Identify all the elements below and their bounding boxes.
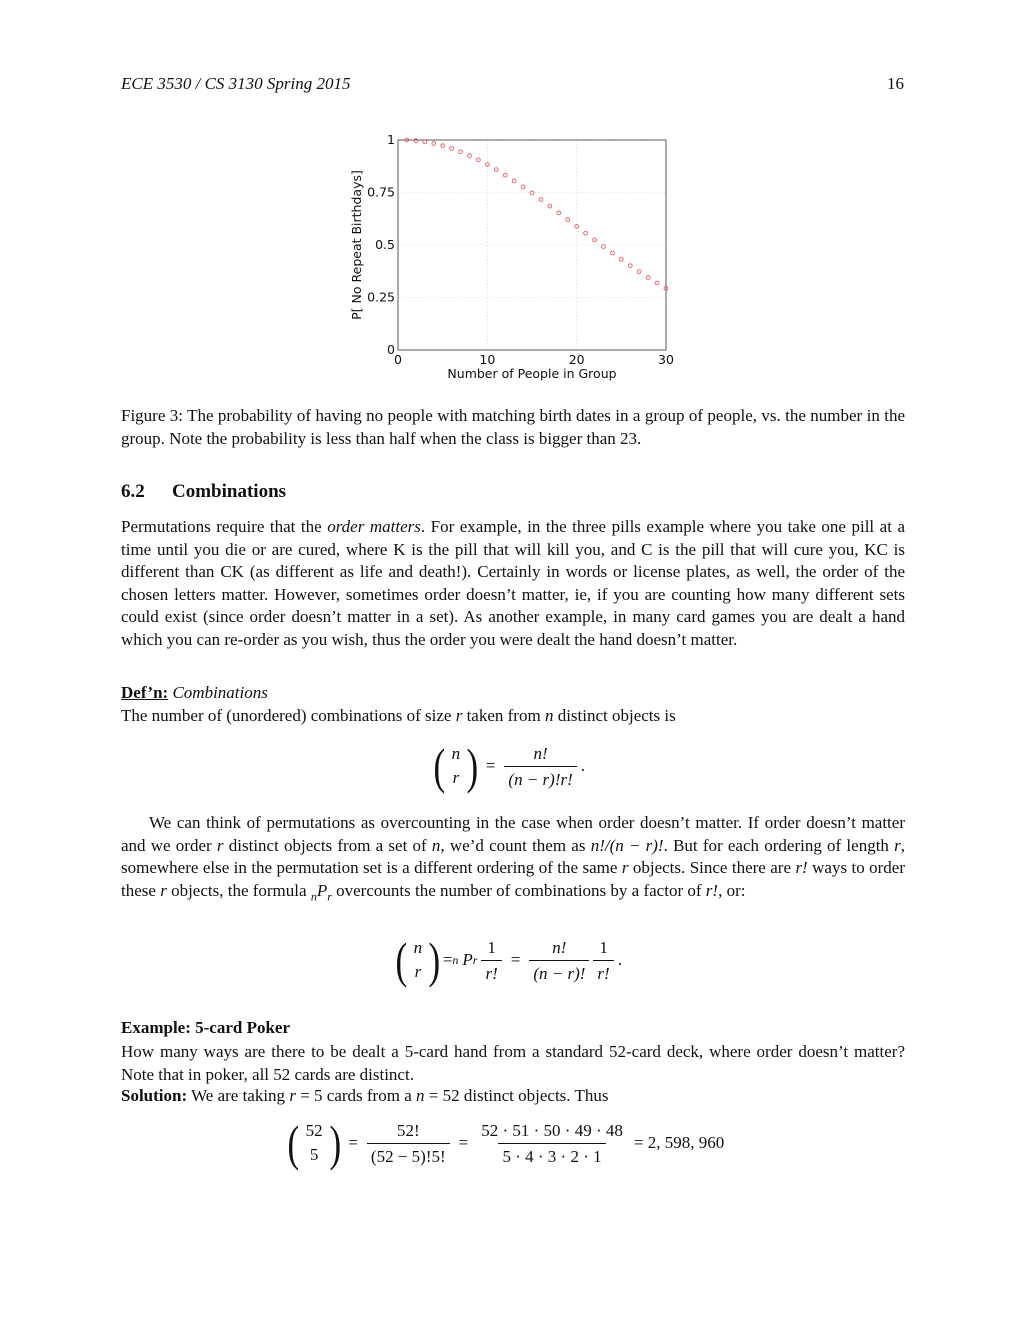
binom-top: n bbox=[413, 938, 423, 957]
para2-v3: n!/(n − r)! bbox=[590, 835, 664, 855]
denominator: r! bbox=[481, 960, 501, 984]
caption-text: The probability of having no people with matching birth dates in a group of people, vs. the number in the group. Note the probability is less than half when the class is bigger than 23. bbox=[121, 406, 905, 448]
chart-svg bbox=[330, 128, 700, 388]
para2-t4: . But for each ordering of length bbox=[663, 835, 895, 855]
fraction-one-over-rfact bbox=[481, 937, 501, 984]
para2-v5: r bbox=[621, 858, 629, 878]
y-axis-label: P[ No Repeat Birthdays] bbox=[349, 170, 364, 320]
para2-v6: r! bbox=[795, 858, 808, 878]
definition-label: Def’n: bbox=[121, 683, 169, 702]
solution-var-r: r bbox=[289, 1086, 296, 1105]
para2-sub-r: r bbox=[327, 889, 332, 904]
data-point bbox=[566, 218, 570, 222]
perm-P: P bbox=[462, 950, 473, 969]
equation-combinations bbox=[431, 738, 586, 794]
data-point bbox=[441, 144, 445, 148]
para1-emphasis: order matters bbox=[327, 517, 421, 536]
para2-t1: We can think of permutations as overcounting in the case when order doesn’t matter. If order doesn’t matter and we order bbox=[121, 813, 905, 855]
data-point bbox=[432, 142, 436, 146]
equation-overcount bbox=[393, 932, 622, 988]
para2-t2: distinct objects from a set of bbox=[223, 835, 432, 855]
example-heading: Example: 5-card Poker bbox=[121, 1018, 291, 1037]
binomial-52-5 bbox=[285, 1115, 343, 1171]
running-header-course: ECE 3530 / CS 3130 Spring 2015 bbox=[121, 74, 351, 93]
x-axis-label: Number of People in Group bbox=[447, 366, 617, 381]
data-point bbox=[459, 150, 463, 154]
equals-sign: = bbox=[348, 1133, 358, 1152]
data-point bbox=[512, 179, 516, 183]
y-tick-label: 0.25 bbox=[367, 289, 395, 305]
para1-text-a: Permutations require that the bbox=[121, 517, 328, 536]
numerator: 1 bbox=[487, 937, 496, 957]
data-point bbox=[494, 168, 498, 172]
binom-top: 52 bbox=[305, 1121, 323, 1140]
fraction-nfact bbox=[529, 937, 589, 984]
data-point bbox=[637, 270, 641, 274]
caption-label: Figure 3: bbox=[121, 406, 183, 425]
left-paren: ( bbox=[287, 1115, 300, 1171]
left-paren: ( bbox=[433, 738, 446, 794]
data-point bbox=[619, 258, 623, 262]
solution-text-c: = 52 distinct objects. Thus bbox=[424, 1086, 609, 1105]
definition-statement bbox=[121, 706, 676, 726]
definition-heading bbox=[121, 683, 268, 703]
data-point bbox=[539, 198, 543, 202]
solution-text-a: We are taking bbox=[187, 1086, 290, 1105]
equals-sign: = bbox=[442, 950, 453, 969]
section-number: 6.2 bbox=[121, 481, 145, 502]
y-tick-label: 0.75 bbox=[367, 184, 395, 200]
section-title: Combinations bbox=[172, 481, 287, 502]
binom-bottom: r bbox=[414, 962, 422, 981]
data-point bbox=[584, 231, 588, 235]
para1-text-b: . For example, in the three pills example where you take one pill at a time until you die or are cured, where K is the pill that will kill you, and C is the pill that will cure you, KC is different than CK (as different as life and death!). Certainly in words or license plates, as well, the order of the chosen letters matter. However, sometimes order doesn’t matter, ie, if you are counting how many different sets could exist (since order doesn’t matter in a set). As another example, in many card games you are dealt a hand which you can re-order as you wish, thus the order you were dealt the hand doesn’t matter. bbox=[121, 517, 905, 649]
period: . bbox=[580, 756, 586, 775]
data-point bbox=[557, 211, 561, 215]
data-point bbox=[611, 251, 615, 255]
definition-text-a: The number of (unordered) combinations of size bbox=[121, 706, 456, 725]
denominator: 5 · 4 · 3 · 2 · 1 bbox=[498, 1143, 605, 1167]
period: . bbox=[617, 950, 622, 969]
paragraph-overcounting bbox=[121, 812, 905, 908]
fraction-one-over-rfact-2 bbox=[593, 937, 613, 984]
y-tick-label: 0 bbox=[387, 342, 395, 357]
y-tick-label: 1 bbox=[387, 132, 395, 147]
data-point bbox=[548, 204, 552, 208]
data-point bbox=[530, 191, 534, 195]
binomial-n-r bbox=[431, 738, 481, 794]
numerator: n! bbox=[533, 743, 548, 763]
binom-top: n bbox=[451, 744, 461, 763]
binomial-n-r-2 bbox=[393, 932, 443, 988]
denominator: r! bbox=[593, 960, 613, 984]
data-point bbox=[593, 238, 597, 242]
data-point bbox=[503, 173, 507, 177]
equation-poker bbox=[285, 1115, 725, 1171]
solution-text-b: = 5 cards from a bbox=[295, 1086, 416, 1105]
section-heading bbox=[121, 481, 286, 503]
numerator: 1 bbox=[599, 937, 608, 957]
binom-bottom: 5 bbox=[309, 1145, 319, 1164]
data-point bbox=[655, 281, 659, 285]
paragraph-permutations bbox=[121, 516, 905, 652]
definition-text-b: taken from bbox=[462, 706, 545, 725]
definition-name: Combinations bbox=[172, 683, 268, 702]
y-tick-label: 0.5 bbox=[375, 237, 395, 252]
right-paren: ) bbox=[466, 738, 479, 794]
para2-v1: r bbox=[216, 835, 224, 855]
figure-caption bbox=[121, 405, 905, 450]
numerator: n! bbox=[552, 937, 567, 957]
equals-sign: = bbox=[485, 756, 496, 775]
data-point bbox=[602, 245, 606, 249]
birthday-probability-chart bbox=[330, 128, 700, 388]
data-point bbox=[414, 139, 418, 143]
x-tick-label: 30 bbox=[658, 352, 674, 367]
para2-t3: , we’d count them as bbox=[440, 835, 591, 855]
para2-P: P bbox=[316, 880, 328, 900]
data-point bbox=[477, 158, 481, 162]
x-tick-label: 0 bbox=[394, 352, 402, 367]
solution-label: Solution: bbox=[121, 1086, 188, 1105]
definition-var-r: r bbox=[455, 706, 463, 725]
page-number: 16 bbox=[887, 74, 904, 93]
para2-v7: r bbox=[160, 880, 167, 900]
para2-t8: objects, the formula bbox=[166, 880, 311, 900]
sub-r: r bbox=[472, 952, 478, 967]
para2-sub-n: n bbox=[310, 889, 317, 904]
left-paren: ( bbox=[395, 932, 408, 988]
definition-var-n: n bbox=[544, 706, 554, 725]
data-point bbox=[468, 154, 472, 158]
para2-t5: , somewhere else in the permutation set is a different ordering of the same bbox=[121, 835, 906, 878]
para2-t10: , or: bbox=[718, 880, 746, 900]
fraction-52fact bbox=[367, 1120, 450, 1167]
denominator: (n − r)!r! bbox=[504, 766, 576, 790]
para2-v9: r! bbox=[705, 880, 719, 900]
right-paren: ) bbox=[428, 932, 441, 988]
equals-sign-2: = bbox=[458, 1133, 469, 1152]
definition-text-c: distinct objects is bbox=[553, 706, 676, 725]
denominator: (n − r)! bbox=[529, 960, 589, 984]
example-solution bbox=[121, 1086, 608, 1106]
denominator: (52 − 5)!5! bbox=[367, 1143, 450, 1167]
result-value: = 2, 598, 960 bbox=[633, 1133, 725, 1152]
right-paren: ) bbox=[329, 1115, 341, 1171]
para2-v2: n bbox=[431, 835, 441, 855]
x-tick-label: 20 bbox=[568, 352, 585, 367]
fraction-product bbox=[477, 1120, 627, 1167]
numerator: 52 · 51 · 50 · 49 · 48 bbox=[481, 1120, 623, 1140]
numerator: 52! bbox=[396, 1120, 420, 1140]
x-tick-label: 10 bbox=[479, 352, 496, 367]
sub-n: n bbox=[452, 952, 459, 967]
binom-bottom: r bbox=[452, 768, 460, 787]
data-point bbox=[521, 185, 525, 189]
chart-grid bbox=[398, 140, 666, 350]
para2-t6: objects. Since there are bbox=[628, 858, 796, 878]
para2-t7: ways to order these bbox=[121, 858, 905, 900]
fraction bbox=[504, 743, 576, 790]
equals-sign-2: = bbox=[510, 950, 521, 969]
data-point bbox=[646, 276, 650, 280]
example-question: How many ways are there to be dealt a 5-card hand from a standard 52-card deck, where order doesn’t matter? Note that in poker, all 52 cards are distinct. bbox=[121, 1042, 905, 1084]
data-point bbox=[450, 147, 454, 151]
para2-v4: r bbox=[894, 835, 901, 855]
solution-var-n: n bbox=[415, 1086, 425, 1105]
data-point bbox=[628, 264, 632, 268]
para2-t9: overcounts the number of combinations by a factor of bbox=[331, 880, 706, 900]
